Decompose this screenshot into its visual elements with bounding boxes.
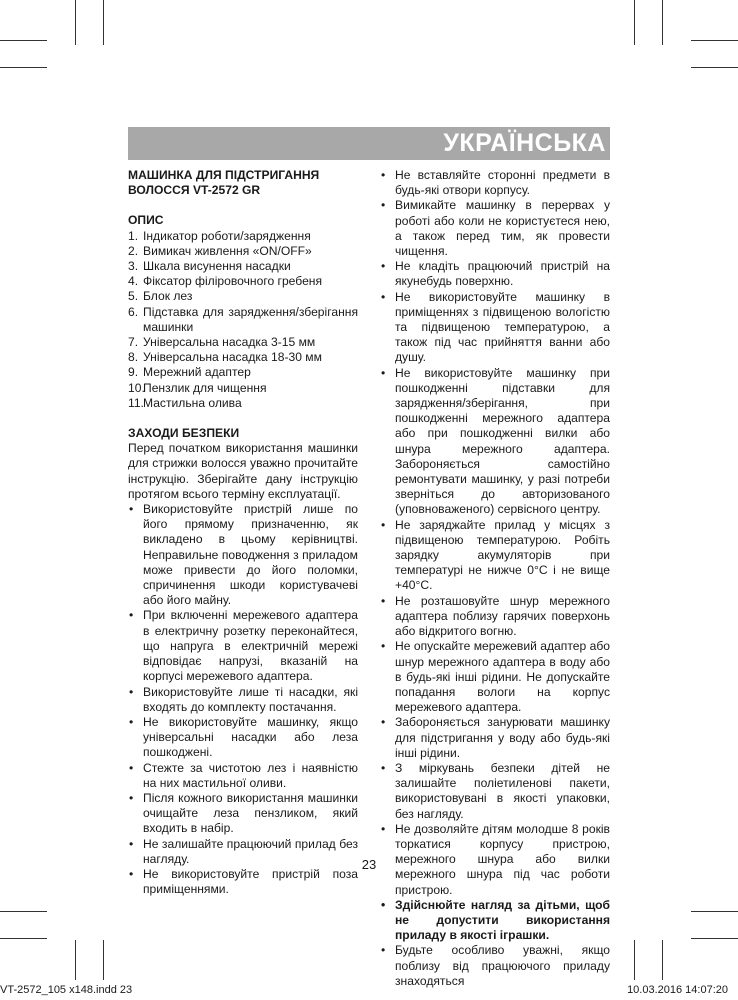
list-item: • Не використовуйте машинку при пошкодженні підставки для зарядження/зберігання, при пошкодженні мережного адаптера або при пошкодженні вилки або шнура мережного адаптера. Забороняється самостійно ремонтувати машинку, у разі потреби зверніться до авторизованого (уповноваженого) сервісного центру.: [380, 366, 610, 518]
parts-list: [128, 229, 358, 411]
list-item: • Не кладіть працюючий пристрій на якунебудь поверхню.: [380, 259, 610, 289]
list-item: 1. Індикатор роботи/зарядження: [128, 228, 311, 243]
list-item: • При включенні мережевого адаптера в електричну розетку переконайтеся, що напруга в електричній мережі відповідає напрузі, вказаній на корпусі мережевого адаптера.: [128, 608, 358, 684]
list-item: 8. Універсальна насадка 18-30 мм: [128, 350, 322, 365]
crop-mark: [634, 0, 635, 45]
page-number: 23: [361, 857, 377, 872]
list-item: • Не використовуйте пристрій поза приміщеннями.: [128, 867, 358, 897]
list-item: 6. Підставка для зарядження/зберігання машинки: [128, 304, 358, 334]
list-item: • Використовуйте пристрій лише по його прямому призначенню, як викладено в цьому керівництві. Неправильне поводження з приладом може привести до його поломки, спричинення шкоди користувачеві або його майну.: [128, 502, 358, 608]
language-title: УКРАЇНСЬКА: [443, 129, 606, 157]
list-item: • Вимикайте машинку в перервах у роботі або коли не користуєтеся нею, а також перед тим, як провести чищення.: [380, 198, 610, 259]
language-header-bar: [128, 127, 610, 160]
list-item: • Не залишайте працюючий прилад без нагляду.: [128, 837, 358, 867]
list-item: • Після кожного використання машинки очищайте леза пензликом, який входить в набір.: [128, 791, 358, 837]
crop-mark: [75, 0, 76, 45]
list-item: 10. Пензлик для чищення: [128, 380, 267, 395]
footer-datetime: 10.03.2016 14:07:20: [627, 984, 728, 996]
list-item: • Забороняється занурювати машинку для підстригання у воду або будь-які інші рідини.: [380, 715, 610, 761]
crop-mark: [634, 940, 635, 980]
list-item: • Не заряджайте прилад у місцях з підвищеною температурою. Робіть зарядку акумуляторів при температурі не нижче 0°С і не вище +40°С.: [380, 518, 610, 594]
crop-mark: [103, 0, 104, 45]
list-item: • Не розташовуйте шнур мережного адаптера поблизу гарячих поверхонь або відкритого вогню.: [380, 594, 610, 640]
list-item: • З міркувань безпеки дітей не залишайте поліетиленові пакети, використовувані в якості упаковки, без нагляду.: [380, 761, 610, 822]
bold-warning-item: • Здійснюйте нагляд за дітьми, щоб не допустити використання приладу в якості іграшки.: [380, 898, 610, 944]
list-item: 4. Фіксатор філіровочного гребеня: [128, 274, 323, 289]
list-item: • Не використовуйте машинку, якщо універсальні насадки або леза пошкоджені.: [128, 715, 358, 761]
list-item: • Не опускайте мережевий адаптер або шнур мережного адаптера в воду або в будь-які інші рідини. Не допускайте попадання вологи на корпус мережевого адаптера.: [380, 639, 610, 715]
crop-mark: [662, 0, 663, 45]
crop-mark: [75, 940, 76, 980]
list-item: 7. Універсальна насадка 3-15 мм: [128, 335, 316, 350]
list-item: • Не вставляйте сторонні предмети в будь-які отвори корпусу.: [380, 168, 610, 198]
list-item: • Використовуйте лише ті насадки, які входять до комплекту постачання.: [128, 685, 358, 715]
list-item: • Будьте особливо уважні, якщо поблизу від працюючого приладу знаходяться: [380, 943, 610, 989]
crop-mark: [0, 938, 47, 939]
crop-mark: [0, 40, 47, 41]
list-item: 2. Вимикач живлення «ON/OFF»: [128, 243, 312, 258]
product-title-line1: МАШИНКА ДЛЯ ПІДСТРИГАННЯ: [128, 168, 320, 182]
product-title-line2: ВОЛОССЯ VT-2572 GR: [128, 183, 261, 198]
safety-intro: Перед початком використання машинки для стрижки волосся уважно прочитайте інструкцію. Зберігайте дану інструкцію протягом всього терміну експлуатації.: [128, 441, 358, 501]
crop-mark: [691, 938, 738, 939]
description-heading: ОПИС: [128, 213, 164, 228]
safety-heading: ЗАХОДИ БЕЗПЕКИ: [128, 426, 240, 441]
list-item: • Не використовуйте машинку в приміщеннях з підвищеною вологістю та підвищеною температурою, а також під час прийняття ванни або душу.: [380, 290, 610, 366]
list-item: 11. Мастильна олива: [128, 395, 242, 410]
list-item: 5. Блок лез: [128, 289, 193, 304]
list-item: • Стежте за чистотою лез і наявністю на них мастильної оливи.: [128, 761, 358, 791]
crop-mark: [0, 911, 47, 912]
left-column: [128, 168, 358, 897]
safety-list-left: [128, 502, 358, 897]
crop-mark: [662, 940, 663, 980]
crop-mark: [691, 67, 738, 68]
crop-mark: [0, 67, 47, 68]
crop-mark: [691, 911, 738, 912]
list-item: 3. Шкала висунення насадки: [128, 259, 291, 274]
crop-mark: [691, 40, 738, 41]
list-item: • Не дозволяйте дітям молодше 8 років торкатися корпусу пристрою, мережного шнура або вилки мережного шнура під час роботи пристрою.: [380, 822, 610, 898]
footer-file-info: VT-2572_105 x148.indd 23: [0, 984, 133, 996]
crop-mark: [103, 940, 104, 980]
list-item: 9. Мережний адаптер: [128, 365, 251, 380]
